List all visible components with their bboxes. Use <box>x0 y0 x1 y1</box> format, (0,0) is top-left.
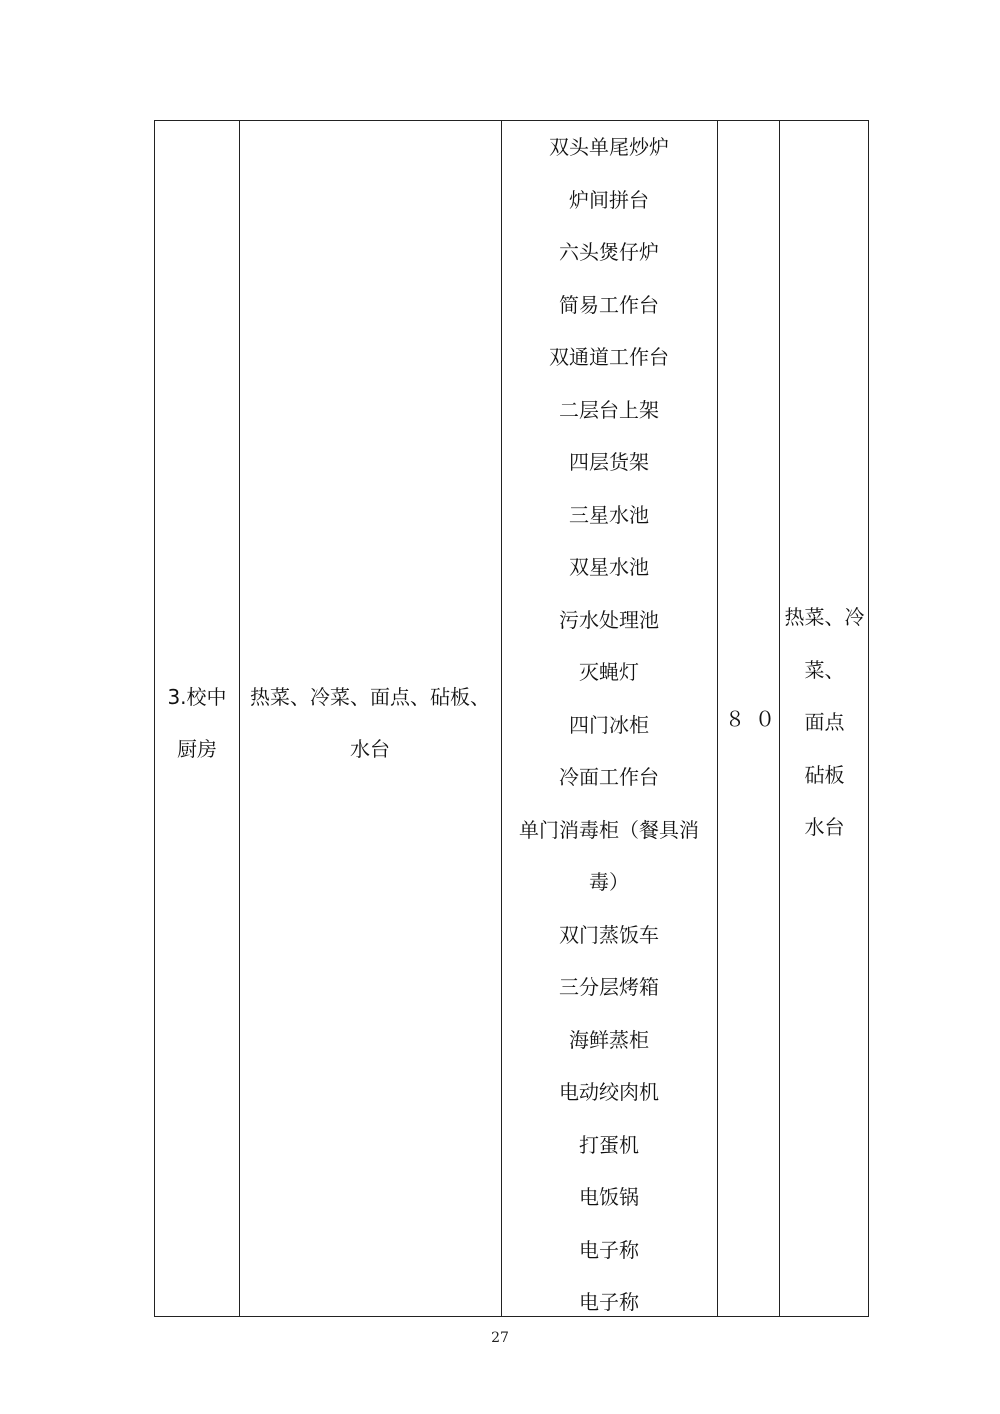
list-item: 三分层烤箱 <box>559 975 659 999</box>
list-item: 砧板 <box>804 762 845 787</box>
list-item: 双通道工作台 <box>549 345 669 369</box>
list-item: 水台 <box>804 815 845 839</box>
location-cell <box>779 591 870 854</box>
list-item: 毒） <box>589 870 629 894</box>
list-item: 三星水池 <box>569 502 649 527</box>
areas-cell <box>239 671 501 775</box>
list-item: 电动绞肉机 <box>559 1080 659 1104</box>
equipment-cell <box>501 121 717 1329</box>
list-item: 冷面工作台 <box>559 765 659 789</box>
equipment-table <box>154 120 869 1317</box>
list-item: 二层台上架 <box>559 397 659 422</box>
list-item: 菜、 <box>804 657 845 682</box>
list-item: 污水处理池 <box>559 607 659 632</box>
areas-line: 水台 <box>350 737 390 761</box>
list-item: 热菜、冷 <box>784 605 865 629</box>
section-cell <box>155 671 239 775</box>
list-item: 六头煲仔炉 <box>559 240 659 264</box>
list-item: 四层货架 <box>569 450 649 474</box>
list-item: 炉间拼台 <box>569 187 649 212</box>
list-item: 电子称 <box>579 1290 639 1314</box>
page-number: 27 <box>491 1330 509 1346</box>
list-item: 灭蝇灯 <box>579 660 639 684</box>
list-item: 简易工作台 <box>559 292 659 317</box>
quantity-cell: ８０ <box>725 707 785 731</box>
list-item: 双门蒸饭车 <box>559 922 659 947</box>
section-line: 厨房 <box>177 737 217 761</box>
list-item: 电子称 <box>579 1237 639 1262</box>
list-item: 双星水池 <box>569 555 649 579</box>
list-item: 双头单尾炒炉 <box>549 135 669 159</box>
list-item: 面点 <box>804 710 845 734</box>
list-item: 四门冰柜 <box>569 712 649 737</box>
list-item: 单门消毒柜（餐具消 <box>519 817 699 842</box>
areas-line: 热菜、冷菜、面点、砧板、 <box>250 685 490 709</box>
list-item: 海鲜蒸柜 <box>569 1027 649 1052</box>
list-item: 打蛋机 <box>579 1132 639 1157</box>
list-item: 电饭锅 <box>579 1185 639 1209</box>
section-line: 3.校中 <box>167 685 227 709</box>
